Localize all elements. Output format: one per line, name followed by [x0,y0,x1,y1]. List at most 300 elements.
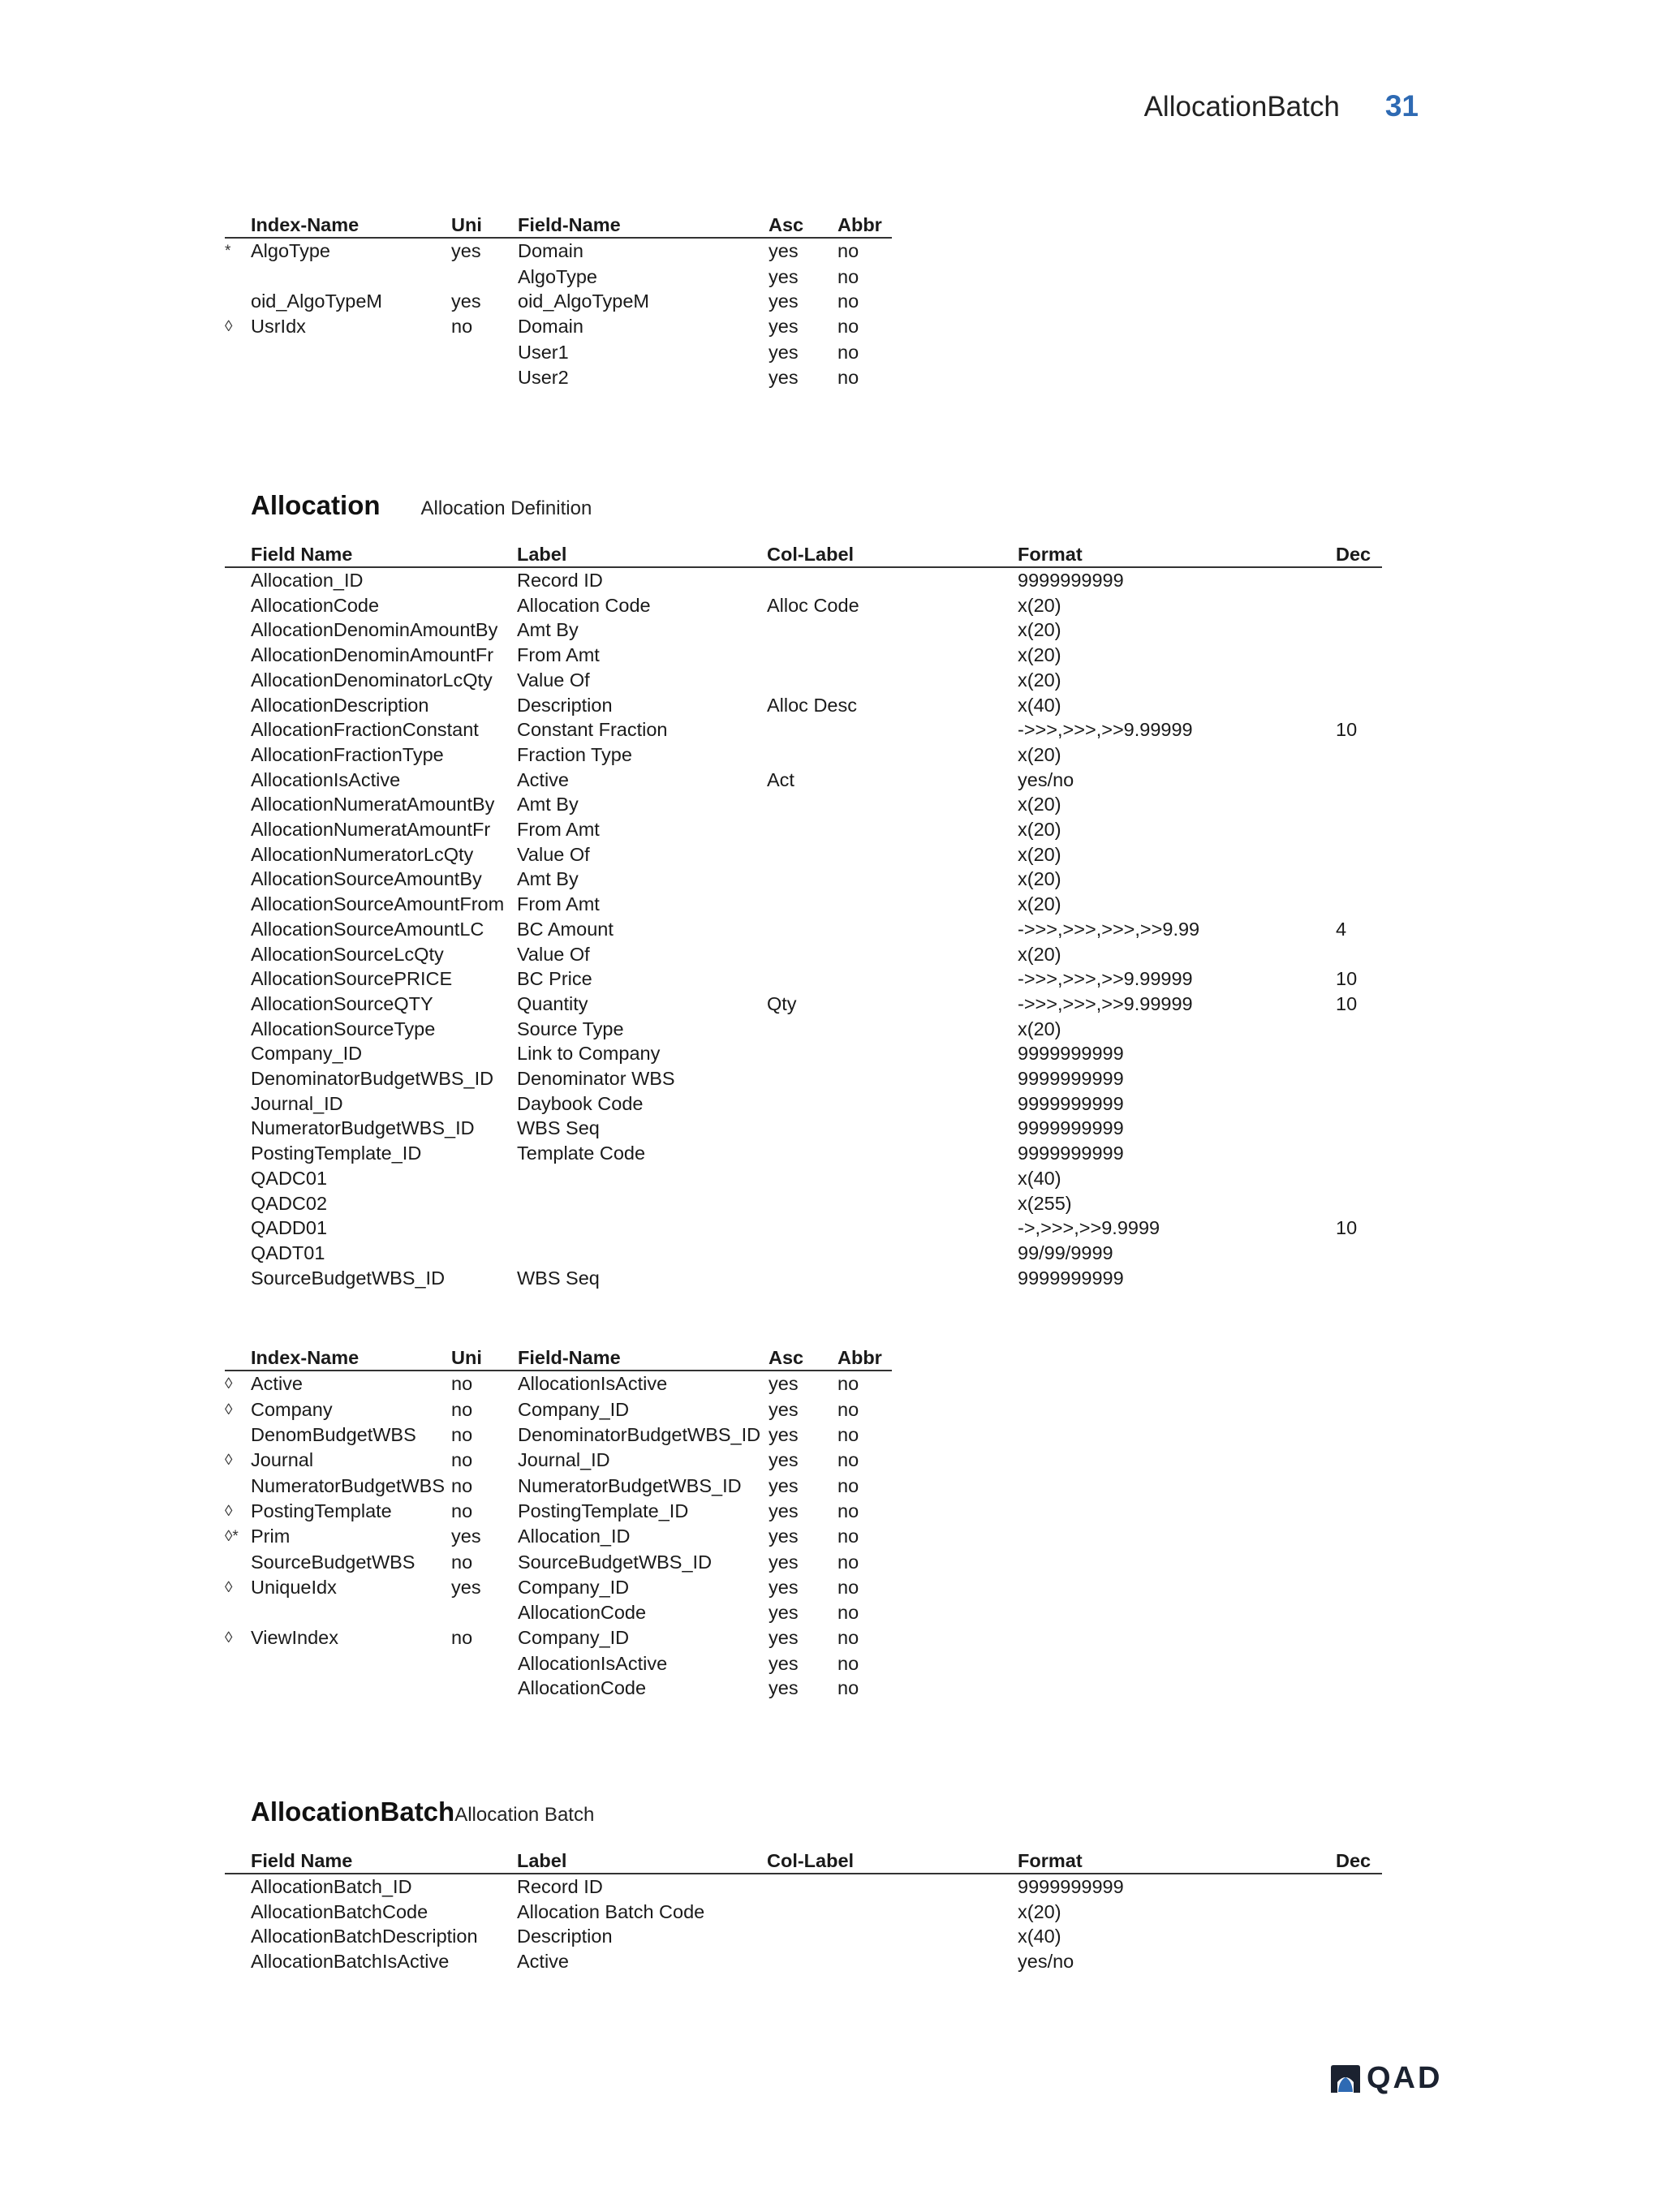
cell-label: BC Amount [517,918,614,940]
cell-dec [1336,1041,1382,1066]
cell-uni: no [451,316,473,338]
cell-name: AllocationSourceQTY [251,992,433,1014]
cell-asc: yes [769,1474,799,1496]
cell-format: x(20) [1018,794,1061,816]
section-title: AllocationBatch [251,1797,455,1827]
column-header: Field Name [251,1848,517,1874]
cell-name: AllocationFractionConstant [251,719,479,741]
cell-name: Journal_ID [251,1092,343,1114]
cell-field-name: Company_ID [518,1398,630,1420]
table-row [225,842,1382,867]
table-row [225,1676,892,1701]
table-row [225,1397,892,1423]
row-spacer [225,867,251,892]
cell-format: x(20) [1018,893,1061,915]
table-row [225,1371,892,1397]
cell-uni [451,1676,518,1701]
cell-abbr: no [837,1500,859,1521]
cell-label: BC Price [517,968,592,990]
cell-asc: yes [769,1602,799,1624]
cell-abbr: no [837,1652,859,1674]
row-spacer [225,1191,251,1216]
cell-label: WBS Seq [517,1117,600,1139]
cell-field-name: AllocationIsActive [518,1373,668,1394]
cell-format: yes/no [1018,1951,1074,1973]
cell-field-name: Company_ID [518,1627,630,1649]
cell-label: Quantity [517,992,588,1014]
index-marker [225,1422,251,1448]
marker-column-header [225,213,251,238]
table-row [225,593,1382,618]
cell-uni: no [451,1449,473,1471]
row-spacer [225,618,251,643]
cell-abbr: no [837,1449,859,1471]
table-row [225,1499,892,1525]
cell-index-name: Company [251,1398,333,1420]
row-spacer [225,1041,251,1066]
cell-label: From Amt [517,644,600,666]
table-header-row [225,1848,1382,1874]
row-spacer [225,892,251,917]
cell-label: Active [517,1951,569,1973]
table-header-row [225,1345,892,1371]
section-title: Allocation [251,490,381,520]
row-spacer [225,1266,251,1291]
row-spacer [225,1900,251,1925]
cell-label [517,1166,767,1191]
index-marker: ◊ [225,1578,233,1596]
cell-format: 9999999999 [1018,1876,1124,1897]
cell-format: ->>>,>>>,>>>,>>9.99 [1018,918,1200,940]
table-row [225,668,1382,693]
row-spacer [225,1166,251,1191]
cell-format: x(20) [1018,1018,1061,1039]
marker-column-header [225,1848,251,1874]
cell-asc: yes [769,1627,799,1649]
cell-name: AllocationIsActive [251,768,401,790]
cell-format: x(20) [1018,819,1061,841]
cell-name: AllocationBatch_ID [251,1876,412,1897]
table-row [225,314,892,340]
cell-col-label [767,792,1018,817]
cell-format: ->,>>>,>>9.9999 [1018,1217,1160,1239]
cell-col-label [767,1091,1018,1117]
cell-index-name [251,340,451,365]
cell-label: Amt By [517,794,579,816]
cell-col-label [767,1017,1018,1042]
cell-dec [1336,618,1382,643]
cell-field-name: SourceBudgetWBS_ID [518,1551,713,1573]
cell-abbr: no [837,1677,859,1699]
cell-asc: yes [769,1373,799,1394]
cell-abbr: no [837,290,859,312]
cell-col-label [767,1241,1018,1266]
cell-abbr: no [837,1602,859,1624]
table-row [225,365,892,390]
column-header: Asc [769,213,837,238]
cell-dec [1336,1091,1382,1117]
cell-name: QADC02 [251,1192,328,1214]
cell-abbr: no [837,1373,859,1394]
cell-name: AllocationCode [251,594,380,616]
cell-uni [451,265,518,290]
index-marker: ◊* [225,1528,239,1546]
section-subtitle: Allocation Batch [454,1804,595,1826]
column-header: Field-Name [518,1345,769,1371]
cell-field-name: Domain [518,316,583,338]
cell-asc: yes [769,265,799,287]
qad-logo [1329,2061,1442,2096]
cell-col-label [767,717,1018,742]
row-spacer [225,1241,251,1266]
index-marker: ◊ [225,1401,233,1418]
row-spacer [225,1949,251,1974]
table-row [225,567,1382,593]
logo-text: QAD [1367,2061,1443,2095]
table-row [225,238,892,265]
cell-dec [1336,742,1382,768]
cell-abbr: no [837,1627,859,1649]
cell-col-label [767,867,1018,892]
cell-dec [1336,942,1382,967]
cell-col-label [767,1216,1018,1241]
cell-label [517,1191,767,1216]
cell-uni: yes [451,240,481,261]
row-spacer [225,717,251,742]
cell-name: AllocationBatchDescription [251,1926,478,1947]
row-spacer [225,792,251,817]
cell-name: NumeratorBudgetWBS_ID [251,1117,475,1139]
row-spacer [225,1017,251,1042]
allocationbatch-section-heading [251,1797,594,1827]
cell-name: QADC01 [251,1167,328,1189]
index-marker: * [225,243,231,260]
index-marker: ◊ [225,1375,233,1392]
cell-name: AllocationDenominAmountBy [251,619,498,641]
allocation-section-heading [251,490,592,521]
cell-col-label [767,842,1018,867]
cell-format: 9999999999 [1018,1043,1124,1065]
cell-uni: no [451,1627,473,1649]
table-row [225,1924,1382,1949]
row-spacer [225,1066,251,1091]
cell-label: Record ID [517,570,603,591]
cell-col-label: Qty [767,992,797,1014]
table-row [225,618,1382,643]
column-header: Uni [451,1345,518,1371]
cell-abbr: no [837,366,859,388]
cell-asc: yes [769,290,799,312]
cell-label: From Amt [517,819,600,841]
cell-col-label [767,1924,1018,1949]
table-row [225,1949,1382,1974]
cell-index-name [251,1651,451,1676]
cell-col-label: Alloc Code [767,594,859,616]
cell-col-label [767,1041,1018,1066]
cell-label [517,1241,767,1266]
allocation-fields-block [225,542,1382,1290]
cell-label: From Amt [517,893,600,915]
cell-field-name: DenominatorBudgetWBS_ID [518,1424,761,1446]
table-row [225,693,1382,718]
cell-col-label [767,1266,1018,1291]
cell-col-label [767,892,1018,917]
cell-format: x(40) [1018,694,1061,716]
table-row [225,867,1382,892]
cell-label [517,1216,767,1241]
cell-label: Value Of [517,843,590,865]
cell-label: Allocation Batch Code [517,1900,705,1922]
cell-index-name [251,365,451,390]
column-header: Dec [1336,1848,1382,1874]
table-row [225,1191,1382,1216]
cell-asc: yes [769,1652,799,1674]
table-row [225,792,1382,817]
cell-index-name [251,265,451,290]
cell-uni: no [451,1474,473,1496]
qad-logo-mark-icon [1329,2064,1362,2094]
cell-asc: yes [769,1551,799,1573]
cell-abbr: no [837,341,859,363]
cell-col-label [767,1874,1018,1900]
cell-col-label [767,817,1018,842]
cell-col-label [767,1066,1018,1091]
cell-uni: no [451,1373,473,1394]
cell-field-name: NumeratorBudgetWBS_ID [518,1474,742,1496]
cell-col-label: Act [767,768,794,790]
table-row [225,1166,1382,1191]
cell-abbr: no [837,1576,859,1598]
row-spacer [225,1116,251,1141]
cell-col-label [767,618,1018,643]
cell-field-name: User2 [518,366,569,388]
page-number: 31 [1384,89,1419,123]
cell-name: AllocationDenominAmountFr [251,644,494,666]
index-marker [225,340,251,365]
row-spacer [225,1216,251,1241]
row-spacer [225,817,251,842]
cell-name: QADD01 [251,1217,328,1239]
allocationbatch-fields-block [225,1848,1382,1974]
table-row [225,1422,892,1448]
cell-dec: 10 [1336,968,1358,990]
cell-field-name: AllocationIsActive [518,1652,668,1674]
column-header: Label [517,1848,767,1874]
column-header: Col-Label [767,542,1018,567]
cell-index-name: DenomBudgetWBS [251,1424,416,1446]
cell-index-name [251,1676,451,1701]
cell-label: Amt By [517,619,579,641]
cell-index-name: Prim [251,1526,291,1547]
cell-field-name: PostingTemplate_ID [518,1500,689,1521]
cell-col-label [767,1166,1018,1191]
cell-col-label [767,1191,1018,1216]
cell-dec [1336,1017,1382,1042]
cell-format: x(20) [1018,943,1061,965]
row-spacer [225,742,251,768]
index-marker: ◊ [225,318,233,336]
cell-field-name: Company_ID [518,1576,630,1598]
table-row [225,1651,892,1676]
table-row [225,817,1382,842]
cell-dec [1336,668,1382,693]
cell-label: WBS Seq [517,1267,600,1289]
cell-format: x(40) [1018,1926,1061,1947]
cell-dec [1336,892,1382,917]
cell-format: x(20) [1018,843,1061,865]
index-marker [225,1676,251,1701]
table-row [225,742,1382,768]
cell-asc: yes [769,240,799,261]
cell-label: Description [517,694,613,716]
table-row [225,1066,1382,1091]
cell-name: AllocationSourceAmountFrom [251,893,505,915]
index-marker [225,1600,251,1625]
index-marker [225,289,251,314]
cell-abbr: no [837,1398,859,1420]
table-row [225,768,1382,793]
row-spacer [225,593,251,618]
row-spacer [225,917,251,942]
column-header: Abbr [837,1345,892,1371]
row-spacer [225,693,251,718]
header-title: AllocationBatch [1143,91,1340,123]
cell-dec [1336,693,1382,718]
allocation-index-block [225,1345,892,1701]
cell-format: 9999999999 [1018,1068,1124,1090]
cell-index-name: UniqueIdx [251,1576,337,1598]
cell-field-name: Allocation_ID [518,1526,631,1547]
cell-format: 9999999999 [1018,1267,1124,1289]
cell-dec [1336,1241,1382,1266]
row-spacer [225,1924,251,1949]
table-row [225,1266,1382,1291]
column-header: Asc [769,1345,837,1371]
column-header: Uni [451,213,518,238]
cell-dec: 10 [1336,719,1358,741]
index-marker [225,365,251,390]
cell-name: AllocationBatchCode [251,1900,428,1922]
allocation-index-table [225,1345,892,1701]
row-spacer [225,992,251,1017]
table-row [225,1216,1382,1241]
column-header: Field Name [251,542,517,567]
cell-dec: 4 [1336,918,1347,940]
cell-dec [1336,1874,1382,1900]
cell-dec [1336,1900,1382,1925]
cell-asc: yes [769,1398,799,1420]
cell-uni: no [451,1424,473,1446]
cell-col-label [767,567,1018,593]
cell-asc: yes [769,1449,799,1471]
cell-format: x(40) [1018,1167,1061,1189]
cell-col-label [767,917,1018,942]
cell-name: DenominatorBudgetWBS_ID [251,1068,494,1090]
cell-dec [1336,1266,1382,1291]
row-spacer [225,1091,251,1117]
cell-field-name: AlgoType [518,265,597,287]
cell-index-name: PostingTemplate [251,1500,392,1521]
cell-name: AllocationSourceType [251,1018,436,1039]
cell-label: Value Of [517,669,590,691]
cell-label: Record ID [517,1876,603,1897]
cell-dec: 10 [1336,1217,1358,1239]
allocation-fields-table [225,542,1382,1290]
cell-label: Template Code [517,1143,646,1164]
table-row [225,1900,1382,1925]
table-row [225,942,1382,967]
algotype-index-table [225,213,892,389]
cell-asc: yes [769,1500,799,1521]
cell-col-label [767,966,1018,992]
table-row [225,717,1382,742]
cell-uni [451,365,518,390]
cell-format: x(20) [1018,619,1061,641]
allocationbatch-fields-table [225,1848,1382,1974]
table-row [225,1575,892,1601]
cell-col-label [767,1949,1018,1974]
cell-label: Fraction Type [517,743,632,765]
table-row [225,966,1382,992]
cell-index-name [251,1600,451,1625]
index-marker: ◊ [225,1502,233,1520]
column-header: Dec [1336,542,1382,567]
table-row [225,265,892,290]
cell-index-name: Active [251,1373,303,1394]
cell-field-name: AllocationCode [518,1677,647,1699]
cell-uni: yes [451,1576,481,1598]
cell-label: Daybook Code [517,1092,644,1114]
table-row [225,1600,892,1625]
cell-index-name: ViewIndex [251,1627,338,1649]
column-header: Field-Name [518,213,769,238]
cell-dec [1336,768,1382,793]
cell-col-label [767,1900,1018,1925]
cell-dec [1336,643,1382,668]
table-row [225,1874,1382,1900]
cell-field-name: AllocationCode [518,1602,647,1624]
cell-dec [1336,567,1382,593]
cell-uni: no [451,1551,473,1573]
cell-dec [1336,842,1382,867]
column-header: Format [1018,542,1336,567]
page-header [1144,89,1419,123]
cell-name: SourceBudgetWBS_ID [251,1267,446,1289]
table-row [225,1017,1382,1042]
cell-format: x(20) [1018,669,1061,691]
cell-format: x(20) [1018,868,1061,890]
cell-name: AllocationNumeratorLcQty [251,843,474,865]
cell-name: AllocationDescription [251,694,429,716]
table-row [225,340,892,365]
cell-asc: yes [769,1424,799,1446]
cell-dec [1336,817,1382,842]
cell-col-label [767,668,1018,693]
cell-dec [1336,792,1382,817]
cell-label: Link to Company [517,1043,661,1065]
cell-name: PostingTemplate_ID [251,1143,422,1164]
cell-col-label [767,1116,1018,1141]
cell-dec [1336,1141,1382,1166]
cell-abbr: no [837,316,859,338]
cell-label: Amt By [517,868,579,890]
cell-field-name: Journal_ID [518,1449,610,1471]
cell-asc: yes [769,316,799,338]
cell-dec [1336,593,1382,618]
cell-uni: yes [451,1526,481,1547]
cell-format: ->>>,>>>,>>9.99999 [1018,992,1193,1014]
cell-col-label [767,742,1018,768]
